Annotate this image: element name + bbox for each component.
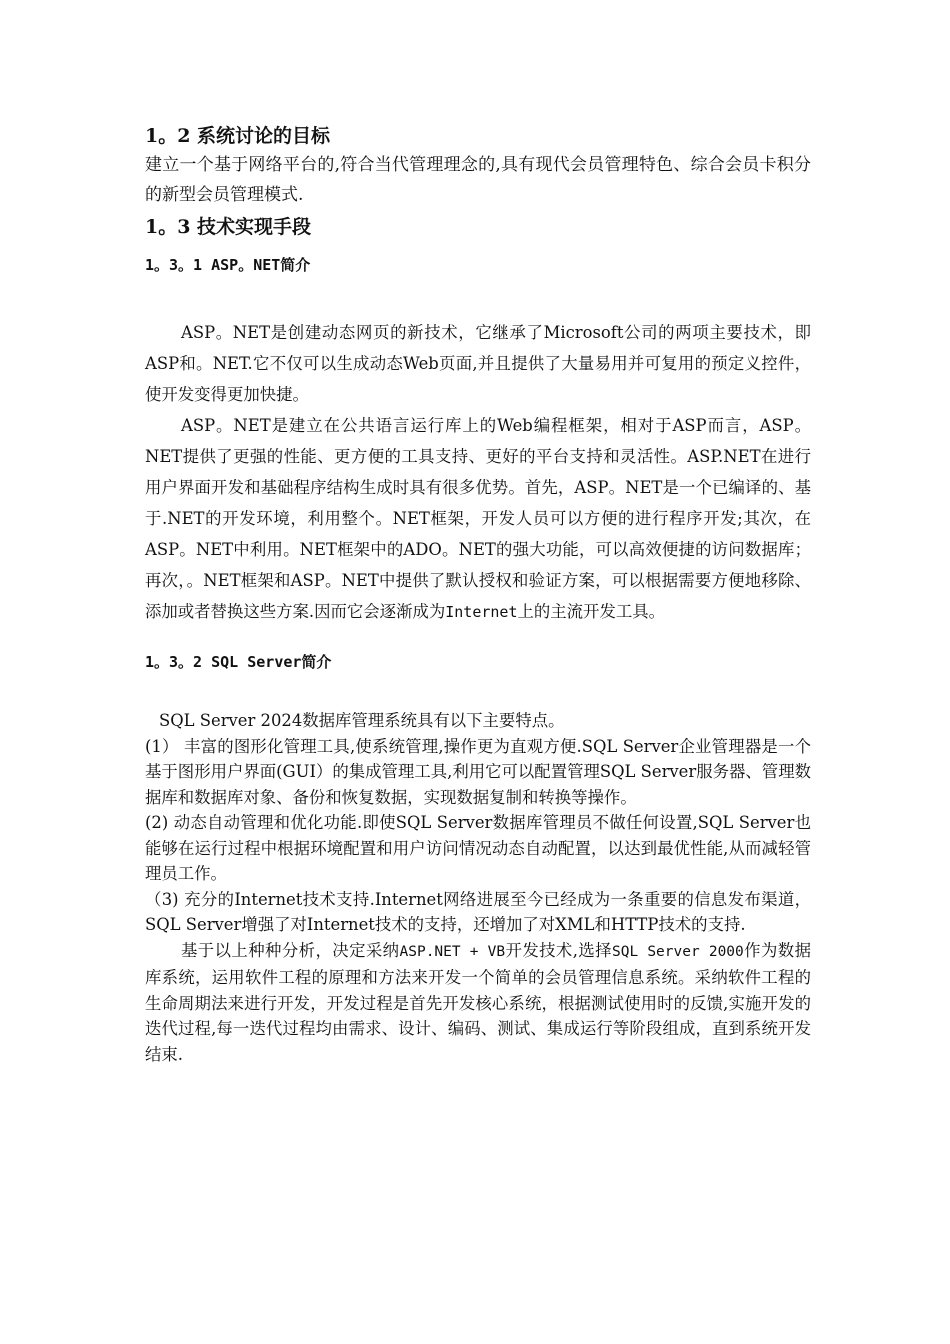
- summary-text-b: 开发技术,选择: [505, 940, 612, 960]
- summary-text-c: 作为数据库系统，运用软件工程的原理和方法来开发一个简单的会员管理信息系统。采纳软件工程的生命周期法来进行开发，开发过程是首先开发核心系统，根据测试使用时的反馈,实施开发的迭代过程,每一迭代过程均由需求、设计、编码、测试、集成运行等阶段组成，直到系统开发结束.: [145, 940, 811, 1064]
- sql-server-intro: SQL Server 2024数据库管理系统具有以下主要特点。: [159, 711, 565, 730]
- section-heading-1-3: 1。3 技术实现手段: [145, 216, 312, 238]
- sql-server-feature-1: (1） 丰富的图形化管理工具,使系统管理,操作更为直观方便.SQL Server企业管理器是一个基于图形用户界面(GUI）的集成管理工具,利用它可以配置管理SQL Server服务器、管理数据库和数据库对象、备份和恢复数据，实现数据复制和转换等操作。: [145, 736, 811, 807]
- summary-paragraph: [145, 938, 811, 1068]
- section-heading-1-2: 1。2 系统讨论的目标: [145, 125, 331, 147]
- summary-text-a: 基于以上种种分析，决定采纳: [181, 940, 400, 960]
- section-1-2-text: 建立一个基于网络平台的,符合当代管理理念的,具有现代会员管理特色、综合会员卡积分的新型会员管理模式.: [145, 155, 811, 205]
- section-heading-1-3-1: 1。3。1 ASP。NET简介: [145, 256, 311, 274]
- asp-net-paragraph-2: [145, 410, 811, 628]
- asp-net-paragraph-2-tail: 上的主流开发工具。: [517, 602, 666, 621]
- summary-mono-2: SQL Server 2000: [611, 943, 744, 960]
- asp-net-paragraph-1: ASP。NET是创建动态网页的新技术，它继承了Microsoft公司的两项主要技术，即ASP和。NET.它不仅可以生成动态Web页面,并且提供了大量易用并可复用的预定义控件，使开发变得更加快捷。: [145, 323, 811, 404]
- spacer: [145, 674, 811, 708]
- sql-server-feature-2: (2) 动态自动管理和优化功能.即使SQL Server数据库管理员不做任何设置,SQL Server也能够在运行过程中根据环境配置和用户访问情况动态自动配置，以达到最优性能,从而减轻管理员工作。: [145, 813, 811, 883]
- summary-mono-1: ASP.NET + VB: [399, 943, 506, 960]
- asp-net-paragraph-2-mono: Internet: [445, 603, 518, 621]
- document-content: [145, 122, 811, 1067]
- asp-net-paragraph-2-text: ASP。NET是建立在公共语言运行库上的Web编程框架，相对于ASP而言，ASP。NET提供了更强的性能、更方便的工具支持、更好的平台支持和灵活性。ASP.NET在进行用户界面开发和基础程序结构生成时具有很多优势。首先，ASP。NET是一个已编译的、基于.NET的开发环境，利用整个。NET框架，开发人员可以方便的进行程序开发;其次，在ASP。NET中利用。NET框架中的ADO。NET的强大功能，可以高效便捷的访问数据库；再次，。NET框架和ASP。NET中提供了默认授权和验证方案，可以根据需要方便地移除、添加或者替换这些方案.因而它会逐渐成为: [145, 416, 811, 621]
- section-heading-1-3-2: 1。3。2 SQL Server简介: [145, 653, 332, 671]
- sql-server-feature-3: （3) 充分的Internet技术支持.Internet网络进展至今已经成为一条重要的信息发布渠道，SQL Server增强了对Internet技术的支持，还增加了对XML和HTTP技术的支持.: [145, 889, 811, 934]
- spacer: [145, 277, 811, 317]
